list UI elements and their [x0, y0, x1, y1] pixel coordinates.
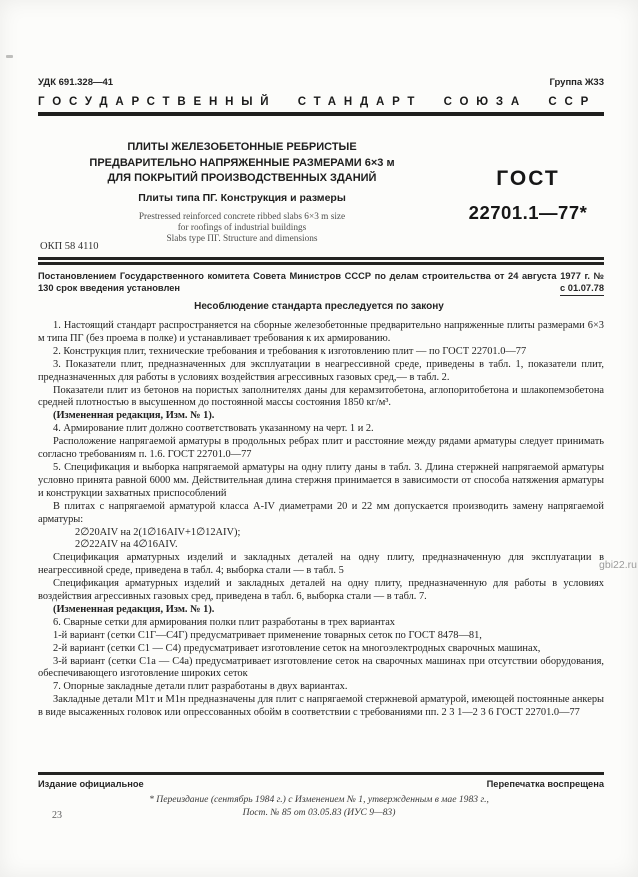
gost-label: ГОСТ	[496, 167, 560, 190]
body-paragraph: 3-й вариант (сетки С1а — С4а) предусматривает изготовление сеток на сварочных машинах при отсутствии оборудования, обеспечивающего изготовление широких сеток	[38, 655, 604, 680]
body-paragraph: Спецификация арматурных изделий и закладных деталей на одну плиту, предназначенную для работы в условиях воздействия агрессивных газовых сред, приведена в табл. 6, выборка стали — в табл. 7.	[38, 578, 604, 603]
amendment-note: (Измененная редакция, Изм. № 1).	[53, 603, 215, 615]
footer-row	[38, 779, 604, 789]
reprint-prohibited-label: Перепечатка воспрещена	[486, 779, 604, 789]
title-en-line-2: for roofings of industrial buildings	[177, 222, 307, 233]
title-en-line-1: Prestressed reinforced concrete ribbed slabs 6×3 m size	[138, 211, 346, 222]
body-paragraph: Показатели плит из бетонов на пористых заполнителях даны для керамзитобетона, аглопоритобетона и шлакопемзобетона средней плотностью в высушенном до постоянной массы состояния 1850 кг/м³.	[38, 384, 604, 409]
body-paragraph: 3. Показатели плит, предназначенных для эксплуатации в неагрессивной среде, приведены в табл. 1, показатели плит, предназначенных для работы в условиях воздействия агрессивных газовых сред,— в табл. 2.	[38, 358, 604, 383]
decree-text: Постановлением Государственного комитета Совета Министров СССР по делам строительства от 24 августа 1977 г. № 130 срок введения установлен	[38, 271, 604, 293]
group-code: Группа Ж33	[549, 77, 604, 88]
title-line-3: ДЛЯ ПОКРЫТИЙ ПРОИЗВОДСТВЕННЫХ ЗДАНИЙ	[107, 172, 377, 184]
title-line-1: ПЛИТЫ ЖЕЛЕЗОБЕТОННЫЕ РЕБРИСТЫЕ	[127, 141, 357, 153]
double-rule-top	[38, 257, 604, 260]
okp-code: ОКП 58 4110	[40, 241, 99, 252]
watermark-text: gbi22.ru	[599, 559, 637, 571]
body-paragraph: 4. Армирование плит должно соответствовать указанному на черт. 1 и 2.	[53, 423, 374, 435]
body-paragraph: Расположение напрягаемой арматуры в продольных ребрах плит и расстояние между рядами арматуры следует принимать согласно требованиям п. 1.6. ГОСТ 22701.0—77	[38, 436, 604, 461]
body-paragraph: 7. Опорные закладные детали плит разработаны в двух вариантах.	[53, 681, 348, 693]
udk-code: УДК 691.328—41	[38, 77, 114, 88]
reissue-footnote	[60, 794, 578, 819]
standard-org-line: ГОСУДАРСТВЕННЫЙ СТАНДАРТ СОЮЗА ССР	[38, 96, 597, 108]
body-paragraph: 1. Настоящий стандарт распространяется на сборные железобетонные предварительно напряженные плиты размерами 6×3 м типа ПГ (без проема в полке) и устанавливает требования к их армированию.	[38, 320, 604, 344]
footnote-line-1: * Переиздание (сентябрь 1984 г.) с Изменением № 1, утвержденным в мае 1983 г.,	[149, 794, 489, 805]
double-rule-bottom	[38, 262, 604, 265]
rebar-substitution-formula: 2∅22AIV на 4∅16AIV.	[75, 539, 178, 551]
law-notice: Несоблюдение стандарта преследуется по закону	[194, 301, 444, 312]
scan-artifact	[6, 55, 13, 58]
gost-number: 22701.1—77*	[468, 202, 588, 223]
official-edition-label: Издание официальное	[38, 779, 144, 789]
body-paragraph: 2. Конструкция плит, технические требования и требования к изготовлению плит — по ГОСТ 22701.0—77	[53, 345, 527, 357]
body-paragraph: 5. Спецификация и выборка напрягаемой арматуры на одну плиту даны в табл. 3. Длина стержней напрягаемой арматуры условно принята равной 6000 мм. Действительная длина стержня принимается в зависимости от способа натяжения арматуры и конструкции захватных приспособлений	[38, 461, 604, 499]
footer-rule	[38, 772, 604, 775]
footnote-line-2: Пост. № 85 от 03.05.83 (ИУС 9—83)	[242, 806, 396, 818]
subtitle-ru: Плиты типа ПГ. Конструкция и размеры	[138, 191, 346, 204]
title-english	[62, 212, 422, 245]
body-paragraph: В плитах с напрягаемой арматурой класса A-IV диаметрами 20 и 22 мм допускается производить замену напрягаемой арматуры:	[38, 500, 604, 525]
header-rule	[38, 112, 604, 116]
page-number: 23	[52, 810, 62, 821]
title-line-2: ПРЕДВАРИТЕЛЬНО НАПРЯЖЕННЫЕ РАЗМЕРАМИ 6×3 м	[89, 156, 395, 169]
title-en-line-3: Slabs type ПГ. Structure and dimensions	[166, 233, 318, 244]
body-text	[38, 320, 604, 720]
gost-designation	[452, 167, 604, 224]
amendment-note: (Измененная редакция, Изм. № 1).	[53, 410, 215, 422]
effective-date: с 01.07.78	[560, 283, 604, 296]
body-paragraph: Закладные детали М1т и М1н предназначены для плит с напрягаемой стержневой арматурой, имеющей постоянные анкеры в виде высаженных головок или опрессованных обойм в соответствии с требованиями пп. 2 3 1—2 3 6 ГОСТ 22701.0—77	[38, 694, 604, 719]
body-paragraph: 1-й вариант (сетки С1Г—С4Г) предусматривает применение товарных сеток по ГОСТ 8478—81,	[53, 629, 482, 641]
body-paragraph: 6. Сварные сетки для армирования полки плит разработаны в трех вариантах	[53, 616, 396, 628]
decree-paragraph	[38, 271, 604, 295]
margin-header	[38, 77, 604, 88]
body-paragraph: Спецификация арматурных изделий и закладных деталей на одну плиту, предназначенную для эксплуатации в неагрессивной среде, приведена в табл. 4; выборка стали — в табл. 5	[38, 552, 604, 577]
title-block	[62, 140, 422, 245]
rebar-substitution-formula: 2∅20AIV на 2(1∅16AIV+1∅12AIV);	[75, 526, 241, 538]
body-paragraph: 2-й вариант (сетки С1 — С4) предусматривает изготовление сеток на многоэлектродных сварочных машинах,	[53, 642, 541, 654]
